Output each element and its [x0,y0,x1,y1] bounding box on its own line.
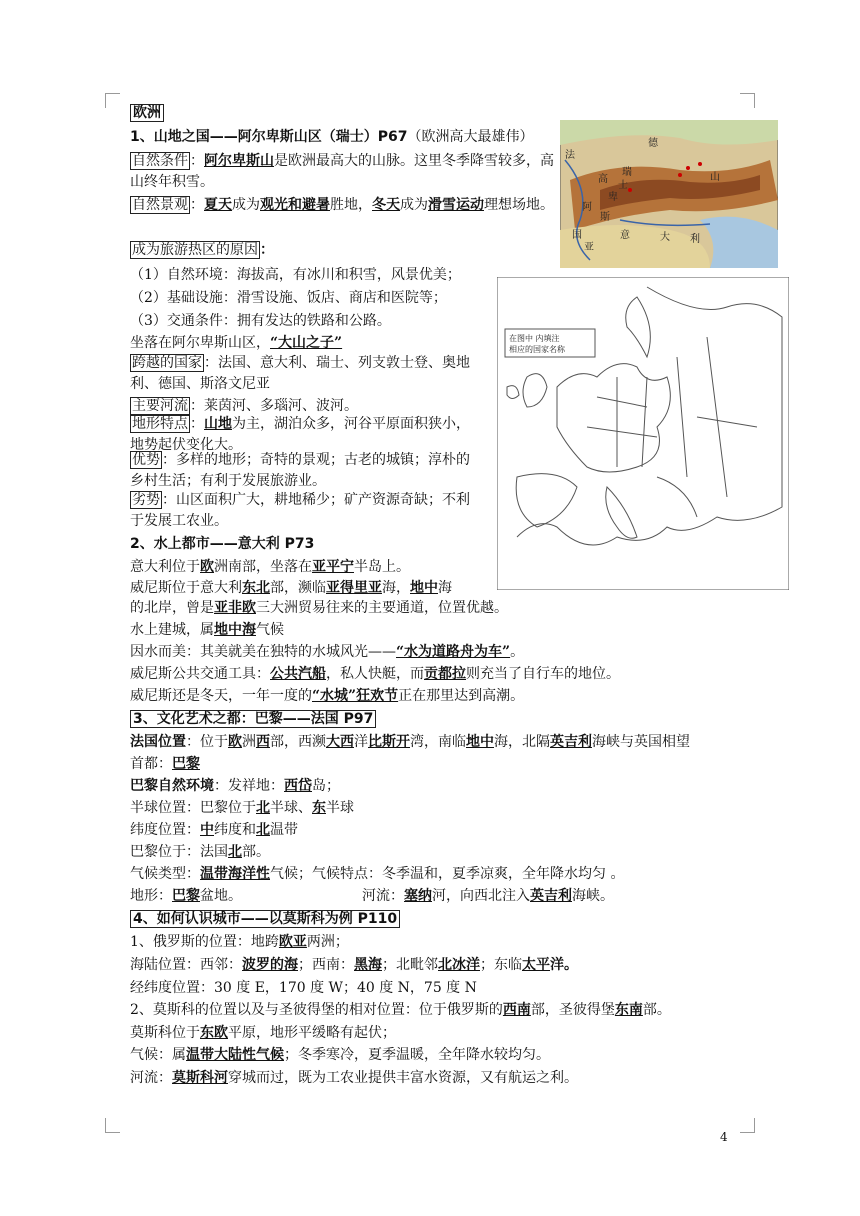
s3-line7: 气候类型：温带海洋性气候；气候特点：冬季温和，夏季凉爽，全年降水均匀 。 [130,866,625,882]
map-caption: 相应的国家名称 [509,345,565,354]
s2-line2: 威尼斯位于意大利东北部，濒临亚得里亚海，地中海 [130,580,452,596]
map-label: 斯 [600,212,610,223]
s3-line1: 法国位置：位于欧洲西部，西濒大西洋比斯开湾，南临地中海，北隔英吉利海峡与英国相望 [130,734,690,750]
page-number: 4 [720,1130,728,1144]
map-label: 亚 [584,242,594,253]
s2-line4: 水上建城，属地中海气候 [130,622,284,638]
s2-line5: 因水而美：其美就美在独特的水城风光——“水为道路舟为车”。 [130,644,525,660]
s2-title: 2、水上都市——意大利 P73 [130,536,315,552]
map-label: 山 [710,172,720,183]
s3-line4: 半球位置：巴黎位于北半球、东半球 [130,800,354,816]
map-label: 高 [598,174,608,185]
map-label: 法 [565,150,575,161]
s3-line6: 巴黎位于：法国北部。 [130,844,270,860]
map-caption: 在图中 内填注 [509,334,560,343]
map-label: 利 [690,234,700,245]
s1-reason1: （1）自然环境：海拔高，有冰川和积雪，风景优美； [130,267,461,283]
map-label: 意 [620,230,630,241]
map-label: 瑞 [622,167,632,178]
s2-line7: 威尼斯还是冬天，一年一度的“水城”狂欢节正在那里达到高潮。 [130,688,525,704]
s1-located: 坐落在阿尔卑斯山区，“大山之子” [130,335,343,351]
s3-line2: 首都：巴黎 [130,756,200,772]
s2-line6: 威尼斯公共交通工具：公共汽船，私人快艇，而贡都拉则充当了自行车的地位。 [130,666,620,682]
s2-line3: 的北岸，曾是亚非欧三大洲贸易往来的主要通道，位置优越。 [130,600,508,616]
s1-nature: 自然条件 ：阿尔卑斯山是欧洲最高大的山脉。这里冬季降雪较多，高山终年积雪。 [130,153,554,190]
s4-line2: 海陆位置：西邻：波罗的海；西南：黑海；北毗邻北冰洋；东临太平洋。 [130,957,578,973]
s4-line7: 河流：莫斯科河穿城而过，既为工农业提供丰富水资源，又有航运之利。 [130,1070,578,1086]
s4-line1: 1、俄罗斯的位置：地跨欧亚两洲； [130,934,349,950]
s4-line6: 气候：属温带大陆性气候；冬季寒冷，夏季温暖，全年降水较均匀。 [130,1047,550,1063]
page-corner-mark [740,1118,755,1133]
s1-disadvantage: 劣势 ：山区面积广大，耕地稀少；矿产资源奇缺；不利于发展工农业。 [130,492,470,529]
map-label: 士 [618,180,628,191]
s3-line5: 纬度位置：中纬度和北温带 [130,822,298,838]
section-europe: 欧洲 [130,103,164,124]
s3-title: 3、文化艺术之都：巴黎——法国 P97 [130,709,376,730]
page-corner-mark [740,93,755,108]
page-corner-mark [105,93,120,108]
s2-line1: 意大利位于欧洲南部，坐落在亚平宁半岛上。 [130,559,410,575]
s3-line3: 巴黎自然环境：发祥地：西岱岛； [130,778,340,794]
s4-line5: 莫斯科位于东欧平原，地形平缓略有起伏； [130,1025,396,1041]
s1-terrain: 地形特点 ：山地为主，湖泊众多，河谷平原面积狭小，地势起伏变化大。 [130,416,470,453]
s1-reason2: （2）基础设施：滑雪设施、饭店、商店和医院等； [130,290,447,306]
s1-reason-label: 成为旅游热区的原因 ： [132,242,274,258]
s1-title: 1、山地之国——阿尔卑斯山区（瑞士）P67（欧洲高大最雄伟） [130,129,534,145]
s1-reason3: （3）交通条件：拥有发达的铁路和公路。 [130,313,391,329]
map-label: 卑 [608,192,618,203]
s1-scenery: 自然景观 ：夏天成为观光和避暑胜地，冬天成为滑雪运动理想场地。 [132,197,554,213]
map-label: 阿 [582,202,592,213]
s3-line8: 地形：巴黎盆地。 河流：塞纳河，向西北注入英吉利海峡。 [130,888,614,904]
page-corner-mark [105,1118,120,1133]
s4-line3: 经纬度位置：30 度 E，170 度 W；40 度 N，75 度 N [130,980,477,996]
alps-relief-map [560,120,778,268]
s1-advantage: 优势 ：多样的地形；奇特的景观；古老的城镇；淳朴的乡村生活；有利于发展旅游业。 [130,452,470,489]
map-label: 大 [660,232,670,243]
europe-outline-map [497,277,789,590]
map-label: 国 [572,230,582,241]
s4-line4: 2、莫斯科的位置以及与圣彼得堡的相对位置：位于俄罗斯的西南部，圣彼得堡东南部。 [130,1002,671,1018]
s1-rivers: 主要河流 ：莱茵河、多瑙河、波河。 [132,398,358,414]
s4-title: 4、如何认识城市——以莫斯科为例 P110 [130,909,400,930]
map-label: 德 [648,138,658,149]
s1-countries: 跨越的国家 ：法国、意大利、瑞士、列支敦士登、奥地利、德国、斯洛文尼亚 [130,355,470,392]
